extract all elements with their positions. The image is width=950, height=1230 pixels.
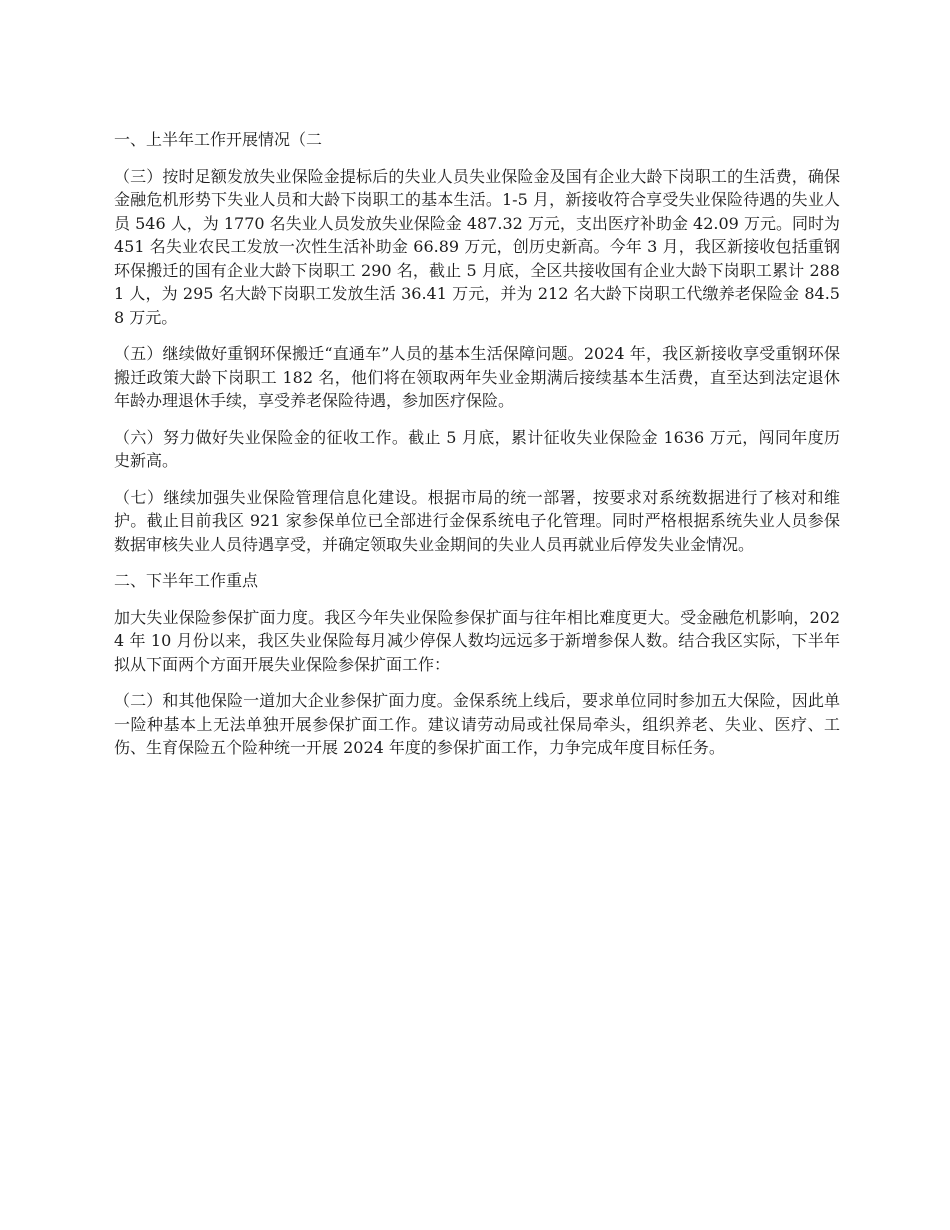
document-body bbox=[114, 128, 840, 773]
paragraph-item-seven: （七）继续加强失业保险管理信息化建设。根据市局的统一部署，按要求对系统数据进行了核对和维护。截止目前我区 921 家参保单位已全部进行金保系统电子化管理。同时严格根据系统失业人员参保数据审核失业人员待遇享受，并确定领取失业金期间的失业人员再就业后停发失业金情况。 bbox=[114, 487, 840, 554]
paragraph-item-six: （六）努力做好失业保险金的征收工作。截止 5 月底，累计征收失业保险金 1636 万元，闯同年度历史新高。 bbox=[114, 427, 840, 470]
paragraph-expand-coverage: 加大失业保险参保扩面力度。我区今年失业保险参保扩面与往年相比难度更大。受金融危机影响，2024 年 10 月份以来，我区失业保险每月减少停保人数均远远多于新增参保人数。结合我区实际，下半年拟从下面两个方面开展失业保险参保扩面工作： bbox=[114, 607, 840, 674]
section-two-heading: 二、下半年工作重点 bbox=[114, 571, 259, 590]
paragraph-item-two: （二）和其他保险一道加大企业参保扩面力度。金保系统上线后，要求单位同时参加五大保险，因此单一险种基本上无法单独开展参保扩面工作。建议请劳动局或社保局牵头，组织养老、失业、医疗、工伤、生育保险五个险种统一开展 2024 年度的参保扩面工作，力争完成年度目标任务。 bbox=[114, 691, 840, 757]
section-one-heading: 一、上半年工作开展情况（二 bbox=[114, 130, 323, 149]
paragraph-item-three: （三）按时足额发放失业保险金提标后的失业人员失业保险金及国有企业大龄下岗职工的生活费，确保金融危机形势下失业人员和大龄下岗职工的基本生活。1-5 月，新接收符合享受失业保险待遇的失业人员 546 人，为 1770 名失业人员发放失业保险金 487.32 万元，支出医疗补助金 42.09 万元。同时为 451 名失业农民工发放一次性生活补助金 66.89 万元，创历史新高。今年 3 月，我区新接收包括重钢环保搬迁的国有企业大龄下岗职工 290 名，截止 5 月底，全区共接收国有企业大龄下岗职工累计 2881 人，为 295 名大龄下岗职工发放生活 36.41 万元，并为 212 名大龄下岗职工代缴养老保险金 84.58 万元。 bbox=[114, 166, 840, 327]
paragraph-item-five: （五）继续做好重钢环保搬迁“直通车”人员的基本生活保障问题。2024 年，我区新接收享受重钢环保搬迁政策大龄下岗职工 182 名，他们将在领取两年失业金期满后接续基本生活费，直至达到法定退休年龄办理退休手续，享受养老保险待遇，参加医疗保险。 bbox=[114, 344, 840, 410]
